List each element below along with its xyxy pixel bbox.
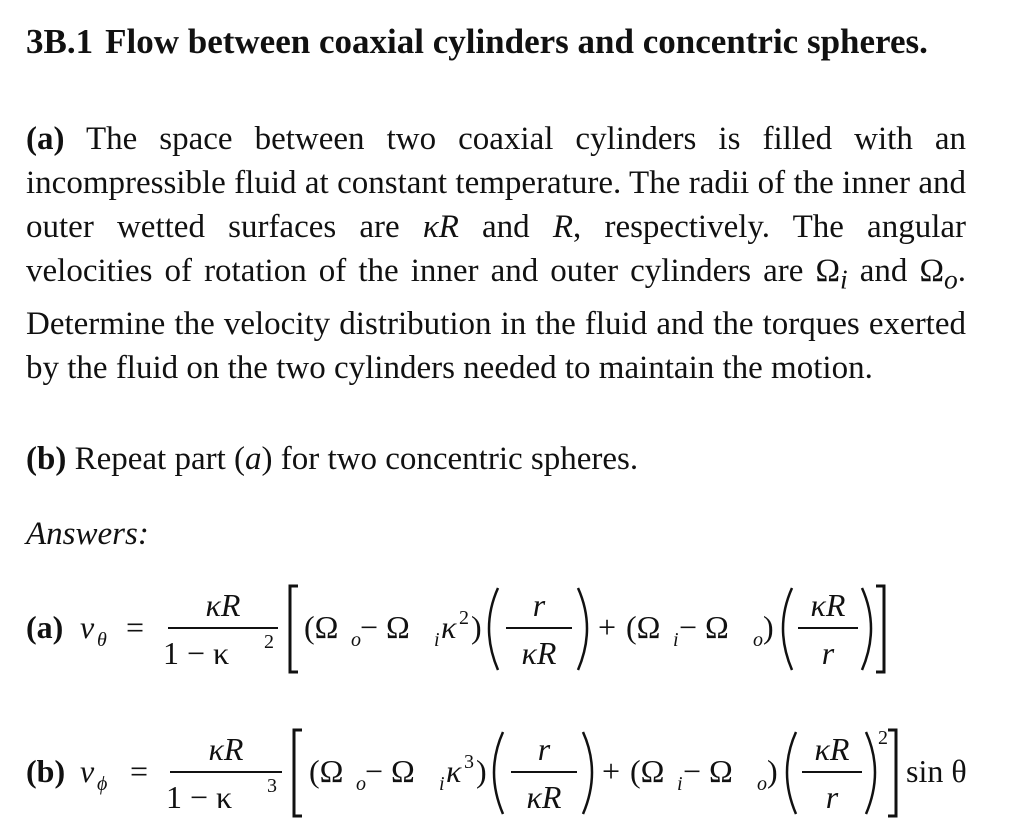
- eq-b-term2-close: ): [767, 753, 778, 789]
- eq-b-term2: (Ω: [630, 753, 665, 789]
- eq-a-frac-den: 1 − κ: [163, 635, 230, 671]
- part-b-text-2: ) for two concentric spheres.: [261, 441, 639, 477]
- eq-b-lhs-sub: ϕ: [97, 773, 108, 795]
- eq-a-plus: +: [598, 609, 617, 645]
- problem-title: [26, 18, 986, 66]
- eq-a-ratio1-den: κR: [521, 635, 557, 671]
- eq-b-lhs-var: v: [80, 753, 95, 789]
- eq-a-lhs-sub: θ: [97, 629, 107, 651]
- eq-a-frac-den-exp: 2: [264, 631, 274, 653]
- eq-a-term1-kappa: κ: [441, 609, 457, 645]
- eq-b-equals: =: [130, 753, 149, 789]
- eq-b-ratio1-den: κR: [526, 779, 562, 815]
- part-a-text-2: and: [458, 209, 553, 245]
- eq-b-term1-mid: − Ω: [365, 753, 415, 789]
- eq-b-ratio1-num: r: [537, 731, 551, 767]
- eq-b-paren1-right: [583, 732, 592, 814]
- eq-a-term1-sub-o: o: [351, 629, 361, 651]
- omega-outer: Ω: [919, 253, 944, 289]
- eq-a-term1: (Ω: [304, 609, 339, 645]
- eq-b-term1-sub-i: i: [439, 773, 445, 795]
- eq-b-right-bracket: [888, 730, 896, 816]
- eq-b-frac-den-exp: 3: [267, 775, 277, 797]
- eq-a-term2-sub-i: i: [673, 629, 679, 651]
- eq-b-term2-sub-i: i: [677, 773, 683, 795]
- part-a-statement: [26, 117, 966, 390]
- eq-b-term2-sub-o: o: [757, 773, 767, 795]
- eq-a-lhs-var: v: [80, 609, 95, 645]
- eq-a-term1-mid: − Ω: [360, 609, 410, 645]
- eq-b-trail: sin θ: [906, 753, 967, 789]
- eq-b-frac-den: 1 − κ: [166, 779, 233, 815]
- equation-a: [26, 578, 986, 678]
- eq-a-ratio1-num: r: [532, 587, 546, 623]
- eq-b-term1-exp: 3: [464, 751, 474, 773]
- eq-b-term1-close: ): [476, 753, 487, 789]
- eq-a-term2-mid: − Ω: [679, 609, 729, 645]
- eq-b-paren2-left: [787, 732, 796, 814]
- part-b-statement: [26, 437, 966, 481]
- part-b-label: (b): [26, 441, 67, 477]
- omega-inner: Ω: [815, 253, 841, 289]
- part-a-label: (a): [26, 121, 65, 157]
- eq-a-ratio2-num: κR: [810, 587, 846, 623]
- eq-b-term1-sub-o: o: [356, 773, 366, 795]
- problem-number: 3B.1: [26, 22, 94, 61]
- eq-a-paren1-right: [578, 588, 587, 670]
- eq-a-right-bracket: [876, 586, 884, 672]
- eq-b-term1: (Ω: [309, 753, 344, 789]
- part-a-text-5: . Determine the velocity distribution in the fluid and the torques exerted by the fluid on the two cylinders needed to maintain the motion.: [26, 253, 966, 386]
- eq-a-equals: =: [126, 609, 145, 645]
- eq-a-term2-sub-o: o: [753, 629, 763, 651]
- part-b-ref: a: [245, 441, 262, 477]
- eq-b-ratio2-exp: 2: [878, 727, 888, 749]
- eq-a-label: (a): [26, 609, 64, 645]
- eq-a-term1-sub-i: i: [434, 629, 440, 651]
- part-b-text-1: Repeat part (: [74, 441, 246, 477]
- part-a-text-3: , respectively. The angular velocities of rotation of the inner and outer cylinders are: [26, 209, 966, 289]
- eq-a-term2-close: ): [763, 609, 774, 645]
- omega-inner-sub: i: [840, 263, 848, 295]
- eq-b-plus: +: [602, 753, 621, 789]
- eq-a-ratio2-den: r: [821, 635, 835, 671]
- var-r-outer: R: [552, 209, 574, 245]
- omega-outer-sub: o: [944, 263, 958, 295]
- equation-b: [26, 722, 986, 822]
- eq-b-ratio2-den: r: [825, 779, 839, 815]
- eq-b-frac-num: κR: [208, 731, 244, 767]
- eq-b-term1-kappa: κ: [446, 753, 462, 789]
- eq-a-term1-close: ): [471, 609, 482, 645]
- eq-b-term2-mid: − Ω: [683, 753, 733, 789]
- eq-a-left-bracket: [290, 586, 298, 672]
- eq-a-frac-num: κR: [205, 587, 241, 623]
- eq-a-paren2-left: [783, 588, 792, 670]
- answers-heading: Answers:: [26, 516, 149, 552]
- eq-b-left-bracket: [294, 730, 302, 816]
- part-a-text-4: and: [847, 253, 920, 289]
- part-a-text-1: The space between two coaxial cylinders is filled with an incompressible fluid at constant temperature. The radii of the inner and outer wetted surfaces are: [26, 121, 966, 245]
- eq-b-label: (b): [26, 753, 66, 789]
- eq-a-term1-exp: 2: [459, 607, 469, 629]
- eq-b-ratio2-num: κR: [814, 731, 850, 767]
- eq-a-paren1-left: [489, 588, 498, 670]
- eq-b-paren2-right: [866, 732, 875, 814]
- problem-title-text: Flow between coaxial cylinders and concentric spheres.: [105, 22, 928, 61]
- eq-b-paren1-left: [494, 732, 503, 814]
- var-kappa-r: κR: [422, 209, 459, 245]
- eq-a-term2: (Ω: [626, 609, 661, 645]
- eq-a-paren2-right: [862, 588, 871, 670]
